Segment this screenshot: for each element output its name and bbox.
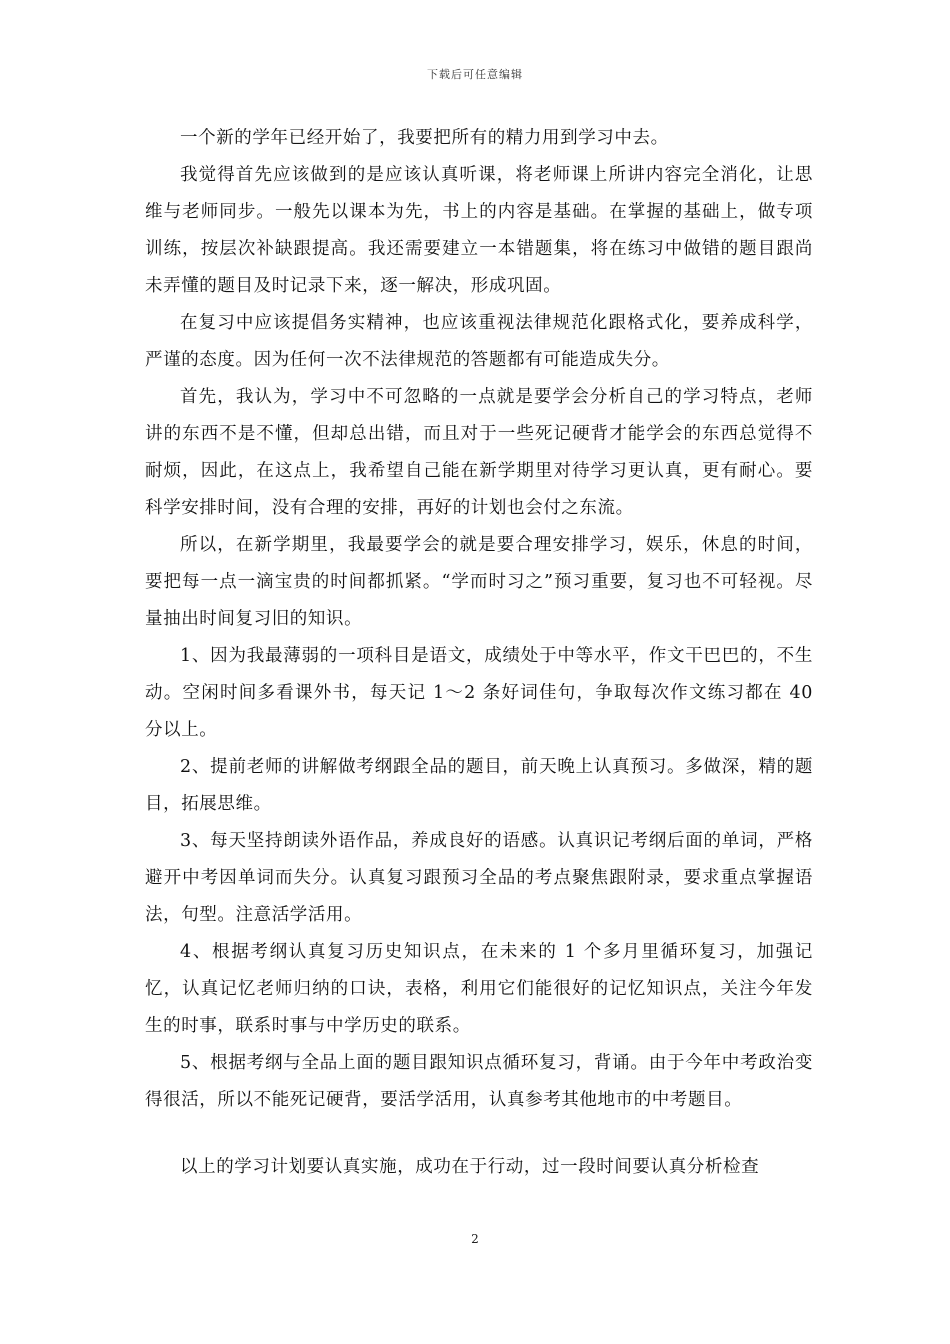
list-item-foreign-language: 3、每天坚持朗读外语作品，养成良好的语感。认真识记考纲后面的单词，严格避开中考因单词而失分。认真复习跟预习全品的考点聚焦跟附录，要求重点掌握语法，句型。注意活学活用。 [145, 831, 813, 925]
list-item-chinese: 1、因为我最薄弱的一项科目是语文，成绩处于中等水平，作文干巴巴的，不生动。空闲时间多看课外书，每天记 1～2 条好词佳句，争取每次作文练习都在 40 分以上。 [145, 646, 813, 740]
document-body [145, 120, 813, 1186]
paragraph-review-attitude: 在复习中应该提倡务实精神，也应该重视法律规范化跟格式化，要养成科学，严谨的态度。因为任何一次不法律规范的答题都有可能造成失分。 [145, 313, 813, 370]
page-header: 下载后可任意编辑 [427, 68, 523, 81]
paragraph-self-analysis: 首先，我认为，学习中不可忽略的一点就是要学会分析自己的学习特点，老师讲的东西不是不懂，但却总出错，而且对于一些死记硬背才能学会的东西总觉得不耐烦，因此，在这点上，我希望自己能在新学期里对待学习更认真，更有耐心。要科学安排时间，没有合理的安排，再好的计划也会付之东流。 [145, 387, 813, 518]
page-number: 2 [471, 1232, 479, 1246]
paragraph-time-management: 所以，在新学期里，我最要学会的就是要合理安排学习，娱乐，休息的时间，要把每一点一滴宝贵的时间都抓紧。“学而时习之”预习重要，复习也不可轻视。尽量抽出时间复习旧的知识。 [145, 535, 813, 629]
paragraph-intro: 一个新的学年已经开始了，我要把所有的精力用到学习中去。 [180, 128, 669, 148]
list-item-politics: 5、根据考纲与全品上面的题目跟知识点循环复习，背诵。由于今年中考政治变得很活，所以不能死记硬背，要活学活用，认真参考其他地市的中考题目。 [145, 1053, 813, 1110]
paragraph-conclusion: 以上的学习计划要认真实施，成功在于行动，过一段时间要认真分析检查 [180, 1157, 760, 1177]
list-item-preview: 2、提前老师的讲解做考纲跟全品的题目，前天晚上认真预习。多做深，精的题目，拓展思维。 [145, 757, 813, 814]
paragraph-listening: 我觉得首先应该做到的是应该认真听课，将老师课上所讲内容完全消化，让思维与老师同步。一般先以课本为先，书上的内容是基础。在掌握的基础上，做专项训练，按层次补缺跟提高。我还需要建立一本错题集，将在练习中做错的题目跟尚未弄懂的题目及时记录下来，逐一解决，形成巩固。 [145, 165, 813, 296]
list-item-history: 4、根据考纲认真复习历史知识点，在未来的 1 个多月里循环复习，加强记忆，认真记忆老师归纳的口诀，表格，利用它们能很好的记忆知识点，关注今年发生的时事，联系时事与中学历史的联系。 [145, 942, 813, 1036]
